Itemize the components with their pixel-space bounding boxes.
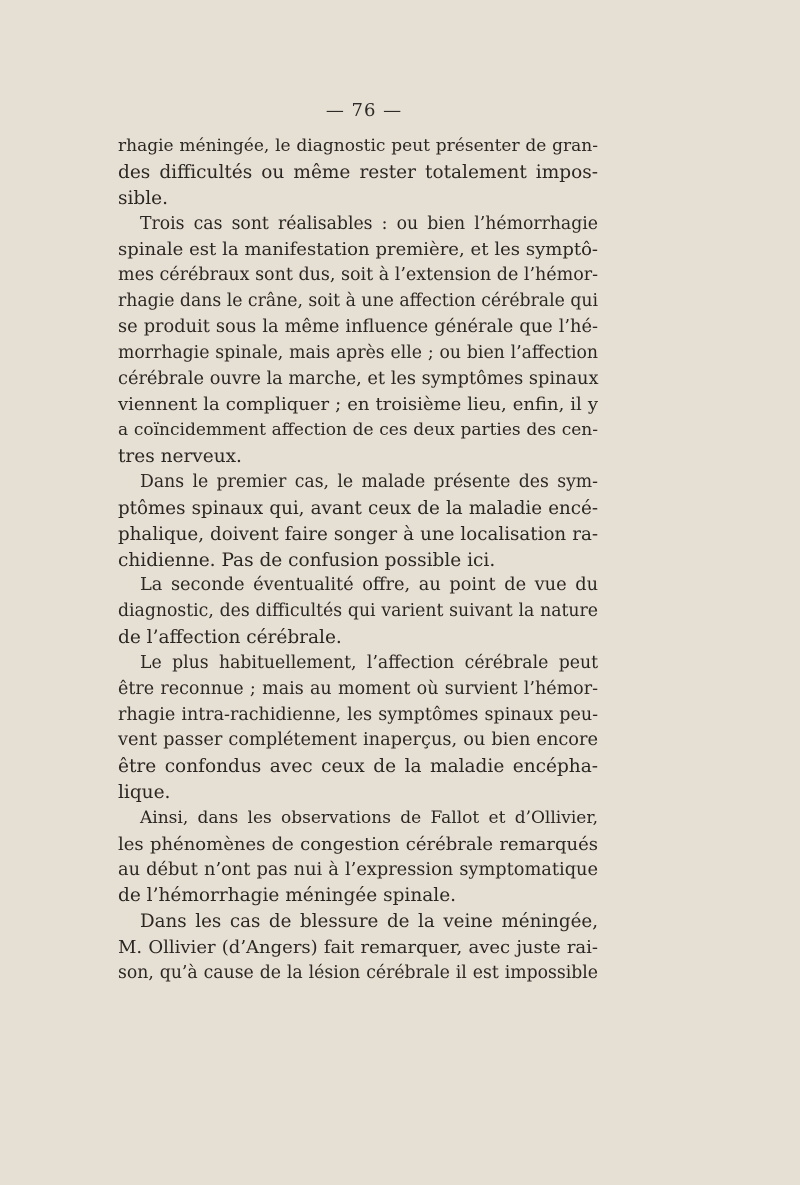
text-line: chidienne. Pas de confusion possible ici. bbox=[118, 549, 496, 571]
text-line: Ainsi, dans les observations de Fallot et d’Ollivier, bbox=[140, 807, 598, 828]
text-line: de l’hémorrhagie méningée spinale. bbox=[118, 885, 457, 907]
text-line: des difficultés ou même rester totalement impos- bbox=[118, 161, 598, 183]
text-line: rhagie dans le crâne, soit à une affection cérébrale qui bbox=[118, 291, 598, 312]
text-line: Trois cas sont réalisables : ou bien l’hémorrhagie bbox=[140, 213, 598, 234]
text-line: Le plus habituellement, l’affection cérébrale peut bbox=[140, 652, 598, 673]
text-line: son, qu’à cause de la lésion cérébrale il est impossible bbox=[118, 963, 598, 983]
text-line: sible. bbox=[118, 187, 168, 209]
text-line: Dans le premier cas, le malade présente des sym- bbox=[140, 471, 598, 492]
text-line: être reconnue ; mais au moment où survient l’hémor- bbox=[118, 678, 598, 699]
text-line: La seconde éventualité offre, au point de vue du bbox=[140, 575, 598, 596]
text-line: vent passer complétement inaperçus, ou bien encore bbox=[118, 730, 598, 751]
text-line: viennent la compliquer ; en troisième lieu, enfin, il y bbox=[118, 394, 598, 416]
page-number: — 76 — bbox=[325, 100, 403, 121]
text-line: morrhagie spinale, mais après elle ; ou bien l’affection bbox=[118, 342, 598, 363]
text-line: M. Ollivier (d’Angers) fait remarquer, avec juste rai- bbox=[118, 937, 598, 959]
text-line: a coïncidemment affection de ces deux parties des cen- bbox=[118, 420, 598, 441]
body-text bbox=[118, 134, 598, 987]
text-line: de l’affection cérébrale. bbox=[118, 627, 342, 649]
text-line: phalique, doivent faire songer à une localisation ra- bbox=[118, 523, 598, 545]
text-line: rhagie intra-rachidienne, les symptômes spinaux peu- bbox=[118, 704, 598, 725]
text-line: être confondus avec ceux de la maladie encépha- bbox=[118, 756, 598, 778]
text-line: mes cérébraux sont dus, soit à l’extension de l’hémor- bbox=[118, 265, 599, 286]
text-line: spinale est la manifestation première, et les symptô- bbox=[118, 239, 598, 261]
text-line: se produit sous la même influence générale que l’hé- bbox=[118, 316, 598, 337]
text-line: tres nerveux. bbox=[118, 446, 242, 468]
text-line: cérébrale ouvre la marche, et les symptômes spinaux bbox=[118, 368, 599, 389]
text-line: rhagie méningée, le diagnostic peut présenter de gran- bbox=[118, 136, 598, 156]
text-line: lique. bbox=[118, 782, 171, 804]
text-line: au début n’ont pas nui à l’expression symptomatique bbox=[118, 859, 598, 880]
text-line: les phénomènes de congestion cérébrale remarqués bbox=[118, 833, 598, 855]
text-line: ptômes spinaux qui, avant ceux de la maladie encé- bbox=[118, 497, 598, 519]
text-line: diagnostic, des difficultés qui varient suivant la nature bbox=[118, 601, 598, 622]
text-line: Dans les cas de blessure de la veine méningée, bbox=[140, 911, 598, 933]
